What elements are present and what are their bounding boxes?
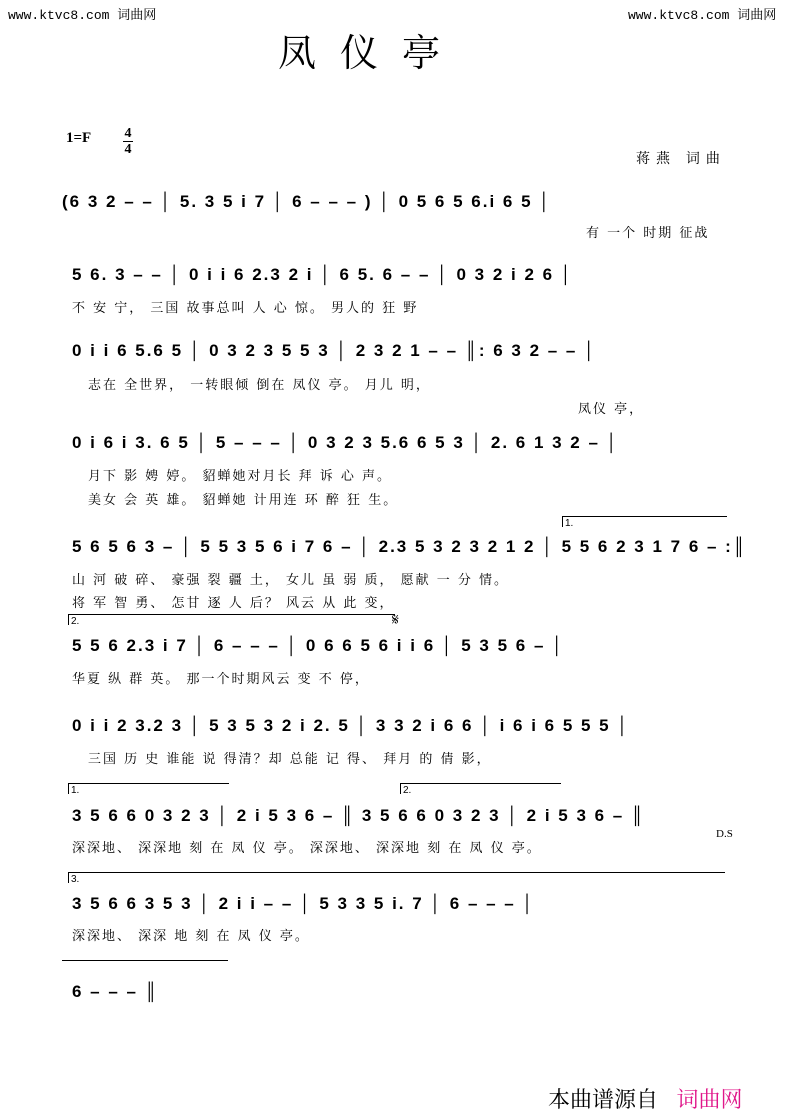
score-line-3-lyric: 志在 全世界， 一转眼倾 倒在 凤仪 亭。 月儿 明， <box>88 378 431 393</box>
volta-bracket <box>68 614 395 625</box>
volta-bracket <box>68 783 229 794</box>
volta-label: 3. <box>71 874 80 885</box>
footer-source-text: 本曲谱源自 <box>548 1087 659 1112</box>
ds-marking: D.S <box>716 828 733 840</box>
score-line-3-notes: 0 i i 6 5.6 5 │ 0 3 2 3 5 5 3 │ 2 3 2 1 – – ║: 6 3 2 – – │ <box>72 341 597 360</box>
final-bracket <box>62 960 228 971</box>
score-line-6-notes: 5 5 6 2.3 i 7 │ 6 – – – │ 0 6 6 5 6 i i 6 │ 5 3 5 6 – │ <box>72 636 565 655</box>
score-line-1-lyric: 有 一个 时期 征战 <box>586 226 710 241</box>
site-watermark-right: www.ktvc8.com 词曲网 <box>628 8 777 23</box>
time-signature <box>123 127 133 156</box>
key-signature: 1=F <box>66 130 92 146</box>
score-line-1-notes: (6 3 2 – – │ 5. 3 5 i 7 │ 6 – – – ) │ 0 5 6 5 6.i 6 5 │ <box>62 192 552 211</box>
volta-bracket <box>562 516 727 527</box>
score-line-5-lyric: 山 河 破 碎、 豪强 裂 疆 土， 女儿 虽 弱 质， 愿献 一 分 情。 <box>72 573 509 588</box>
segno-sign: 𝄋 <box>392 612 399 629</box>
volta-label: 1. <box>565 518 574 529</box>
volta-label: 1. <box>71 785 80 796</box>
score-line-9-lyric: 深深地、 深深 地 刻 在 凤 仪 亭。 <box>72 929 310 944</box>
score-line-4-lyric-2: 美女 会 英 雄。 貂蝉她 计用连 环 醉 狂 生。 <box>88 493 399 508</box>
site-watermark-left: www.ktvc8.com 词曲网 <box>8 8 157 23</box>
score-line-7-lyric: 三国 历 史 谁能 说 得清？却 总能 记 得、 拜月 的 倩 影， <box>88 752 492 767</box>
score-line-2-notes: 5 6. 3 – – │ 0 i i 6 2.3 2 i │ 6 5. 6 – – │ 0 3 2 i 2 6 │ <box>72 265 574 284</box>
score-line-8-lyric: 深深地、 深深地 刻 在 凤 仪 亭。 深深地、 深深地 刻 在 凤 仪 亭。 <box>72 841 542 856</box>
volta-bracket <box>400 783 561 794</box>
score-line-5-lyric-2: 将 军 智 勇、 怎甘 逐 人 后？ 风云 从 此 变， <box>72 596 395 611</box>
volta-label: 2. <box>403 785 412 796</box>
time-top: 4 <box>124 126 132 141</box>
score-line-5-notes: 5 6 5 6 3 – │ 5 5 3 5 6 i 7 6 – │ 2.3 5 3 2 3 2 1 2 │ 5 5 6 2 3 1 7 6 – :║ <box>72 537 747 556</box>
volta-label: 2. <box>71 616 80 627</box>
score-line-6-lyric: 华夏 纵 群 英。 那一个时期风云 变 不 停， <box>72 672 370 687</box>
volta-bracket <box>68 872 725 883</box>
footer-brand-link[interactable]: 词曲网 <box>676 1087 743 1112</box>
page-title: 凤仪亭 <box>278 31 465 75</box>
composer-credit: 蒋燕 词曲 <box>636 150 726 166</box>
score-line-3-lyric-2: 凤仪 亭， <box>578 402 645 417</box>
score-line-10-notes: 6 – – – ║ <box>72 982 159 1001</box>
score-line-8-notes: 3 5 6 6 0 3 2 3 │ 2 i 5 3 6 – ║ 3 5 6 6 0 3 2 3 │ 2 i 5 3 6 – ║ <box>72 806 646 825</box>
score-line-4-lyric: 月下 影 娉 婷。 貂蝉她对月长 拜 诉 心 声。 <box>88 469 393 484</box>
score-line-9-notes: 3 5 6 6 3 5 3 │ 2 i i – – │ 5 3 3 5 i. 7 │ 6 – – – │ <box>72 894 536 913</box>
time-bottom: 4 <box>124 142 132 157</box>
score-line-4-notes: 0 i 6 i 3. 6 5 │ 5 – – – │ 0 3 2 3 5.6 6 5 3 │ 2. 6 1 3 2 – │ <box>72 433 620 452</box>
score-line-7-notes: 0 i i 2 3.2 3 │ 5 3 5 3 2 i 2. 5 │ 3 3 2 i 6 6 │ i 6 i 6 5 5 5 │ <box>72 716 630 735</box>
footer-source <box>548 1083 742 1114</box>
score-line-2-lyric: 不 安 宁， 三国 故事总叫 人 心 惊。 男人的 狂 野 <box>72 301 419 316</box>
